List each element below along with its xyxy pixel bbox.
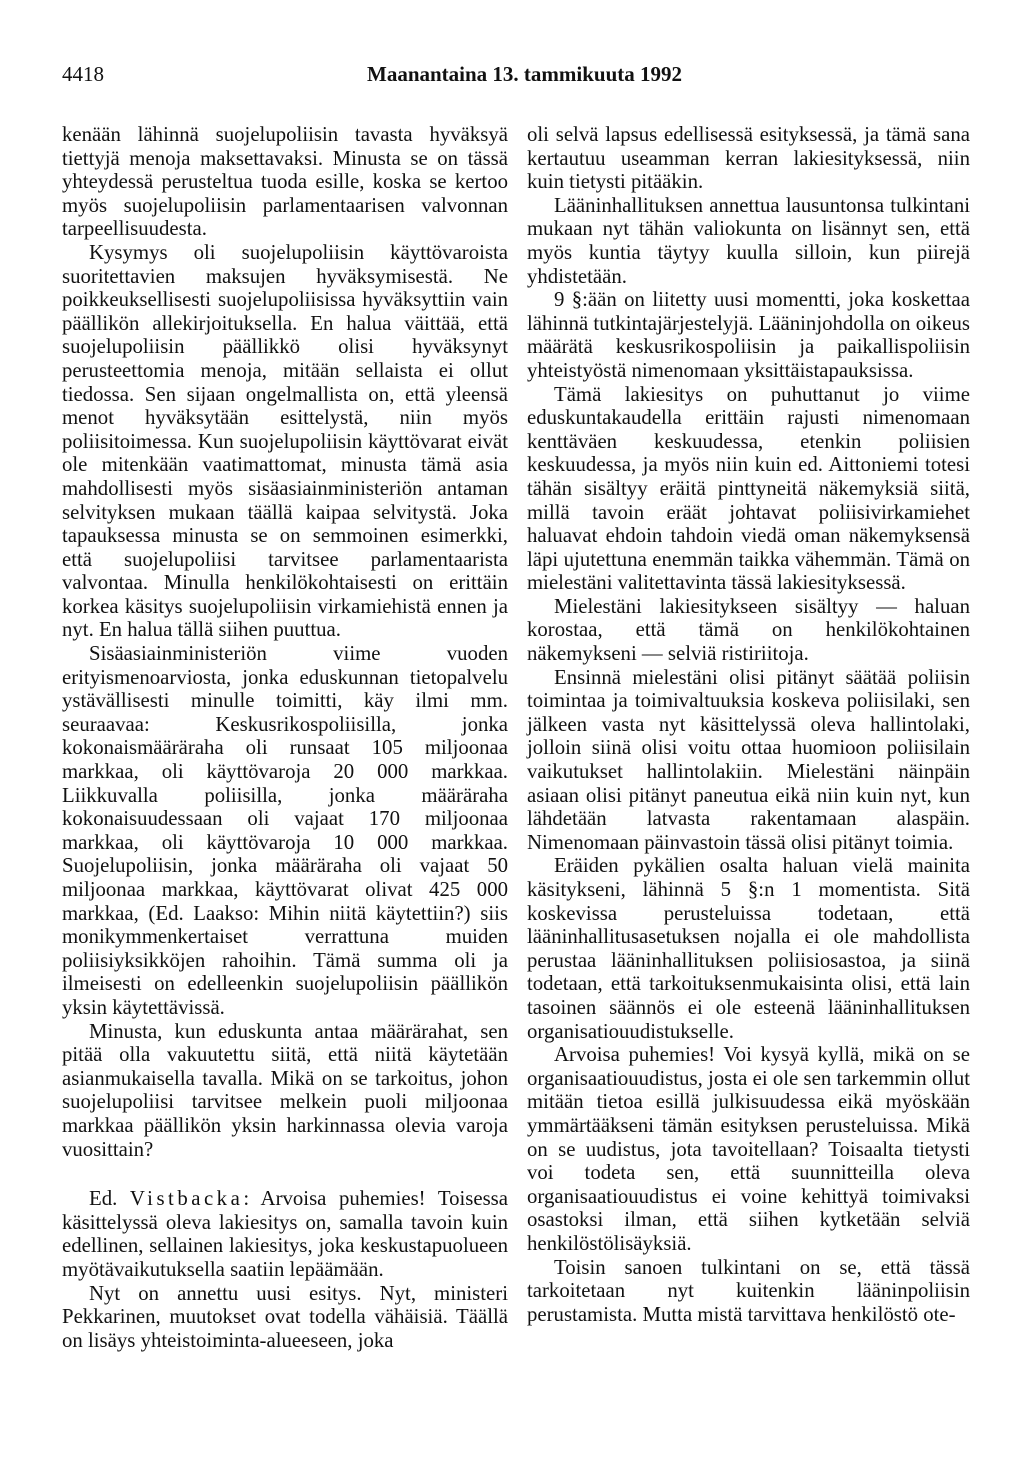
paragraph: Ensinnä mielestäni olisi pitänyt säätää poliisin toimintaa ja toimivaltuuksia koskeva poliisilaki, sen jälkeen vasta nyt käsittelyssä oleva hallintolaki, jolloin siinä olisi voitu ottaa huomioon poliisilain vaikutukset hallintolakiin. Mielestäni näinpäin asiaan olisi pitänyt paneutua eikä niin kuin nyt, kun lähdetään latvasta rakentamaan alaspäin. Nimenomaan päinvastoin tässä olisi pitänyt toimia. (527, 665, 970, 854)
paragraph: Lääninhallituksen annettua lausuntonsa tulkintani mukaan nyt tähän valiokunta on lisännyt sen, että myös kuntia täytyy kuulla silloin, kun piirejä yhdistetään. (527, 193, 970, 288)
paragraph: Kysymys oli suojelupoliisin käyttövaroista suoritettavien maksujen hyväksymisestä. Ne poikkeuksellisesti suojelupoliisissa hyväksyttiin vain päällikön allekirjoituksella. En halua väittää, että suojelupoliisin päällikkö olisi hyväksynyt perusteettomia menoja, mitään sellaista ei ollut tiedossa. Sen sijaan ongelmallista on, että yleensä menot hyväksytään esittelystä, niin myös poliisitoimessa. Kun suojelupoliisin käyttövarat eivät ole mitenkään vaatimattomat, minusta tämä asia mahdollisesti myös sisäasiainministeriön antaman selvityksen mukaan täällä kaipaa selvitystä. Joka tapauksessa minusta se on semmoinen esimerkki, että suojelupoliisi tarvitsee parlamentaarista valvontaa. Minulla henkilökohtaisesti on erittäin korkea käsitys suojelupoliisin virkamiehistä ennen ja nyt. En halua tällä siihen puuttua. (62, 240, 508, 642)
paragraph: Nyt on annettu uusi esitys. Nyt, ministeri Pekkarinen, muutokset ovat todella vähäisiä. Täällä on lisäys yhteistoiminta-alueeseen, joka (62, 1281, 508, 1352)
page-header (62, 62, 967, 92)
paragraph: kenään lähinnä suojelupoliisin tavasta hyväksyä tiettyjä menoja maksettavaksi. Minusta se on tässä yhteydessä perusteltua tuoda esille, koska se kertoo myös suojelupoliisin parlamentaarisen valvonnan tarpeellisuudesta. (62, 123, 508, 241)
speech-text: : Arvoisa puhemies! Toisessa käsittelyssä oleva lakiesitys on, samalla tavoin kuin edellinen, sellainen lakiesitys, joka keskustapuolueen myötävaikutuksella saatiin lepäämään. (62, 1187, 508, 1281)
paragraph: oli selvä lapsus edellisessä esityksessä, ja tämä sana kertautuu useamman kerran lakiesityksessä, niin kuin tietysti pitääkin. (527, 123, 970, 194)
paragraph: Eräiden pykälien osalta haluan vielä mainita käsitykseni, lähinnä 5 §:n 1 momentista. Sitä koskevissa perusteluissa todetaan, että lääninhallitusasetuksen nojalla ei ole mahdollista perustaa lääninhallituksen poliisiosastoa, ja siinä todetaan, että tarkoituksenmukaisinta olisi, että lain tasoinen säännös ei ole esteenä lääninhallituksen organisatiouudistukselle. (527, 854, 970, 1043)
speaker-prefix: Ed. (89, 1187, 118, 1211)
paragraph: Mielestäni lakiesitykseen sisältyy — haluan korostaa, että tämä on henkilökohtainen näkemykseni — selviä ristiriitoja. (527, 594, 970, 666)
left-column (62, 123, 508, 1352)
page-number: 4418 (62, 62, 104, 86)
speaker-name: Vistbacka (129, 1187, 244, 1211)
right-column (527, 123, 970, 1326)
paragraph: Toisin sanoen tulkintani on se, että tässä tarkoitetaan nyt kuitenkin lääninpoliisin perustamista. Mutta mistä tarvittava henkilöstö ote- (527, 1255, 970, 1326)
speech-paragraph (62, 1187, 508, 1281)
paragraph: Minusta, kun eduskunta antaa määrärahat, sen pitää olla vakuutettu siitä, että niitä käytetään asianmukaisella tavalla. Mikä on se tarkoitus, johon suojelupoliisi tarvitsee melkein puoli miljoonaa markkaa päällikön yksin harkinnassa olevia varoja vuosittain? (62, 1019, 508, 1161)
paragraph: Sisäasiainministeriön viime vuoden erityismenoarviosta, jonka eduskunnan tietopalvelu ystävällisesti minulle toimitti, käy ilmi mm. seuraavaa: Keskusrikospoliisilla, jonka kokonaismääräraha oli runsaat 105 miljoonaa markkaa, oli käyttövaroja 20 000 markkaa. Liikkuvalla poliisilla, jonka määräraha kokonaisuudessaan oli vajaat 170 miljoonaa markkaa, oli käyttövaroja 10 000 markkaa. Suojelupoliisin, jonka määräraha oli vajaat 50 miljoonaa markkaa, käyttövarat olivat 425 000 markkaa, (Ed. Laakso: Mihin niitä käytettiin?) siis monikymmenkertaiset verrattuna muiden poliisiyksikköjen rahoihin. Tämä summa oli ja ilmeisesti on edelleenkin suojelupoliisin päällikön yksin käytettävissä. (62, 642, 508, 1019)
paragraph: Tämä lakiesitys on puhuttanut jo viime eduskuntakaudella erittäin rajusti nimenomaan kenttäväen keskuudessa, etenkin poliisien keskuudessa, ja myös niin kuin ed. Aittoniemi totesi tähän sisältyy eräitä pinttyneitä näkemyksiä siitä, millä tavoin eräät johtavat poliisivirkamiehet haluavat ehdoin tahdoin viedä oman näkemyksensä läpi ujutettuna enemmän taikka vähemmän. Tämä on mielestäni valitettavinta tässä lakiesityksessä. (527, 382, 970, 595)
paragraph: 9 §:ään on liitetty uusi momentti, joka koskettaa lähinnä tutkintajärjestelyjä. Lääninjohdolla on oikeus määrätä keskusrikospoliisin ja paikallispoliisin yhteistyöstä nimenomaan yksittäistapauksissa. (527, 288, 970, 382)
paragraph: Arvoisa puhemies! Voi kysyä kyllä, mikä on se organisaatiouudistus, josta ei ole sen tarkemmin ollut mitään tietoa esillä julkisuudessa eikä myöskään ymmärtääkseni tämän esityksen perusteluissa. Mikä on se uudistus, jota tavoitellaan? Toisaalta tietysti voi todeta sen, että suunnitteilla oleva organisaatiouudistus ei voine kehittyä toimivaksi osastoksi ilman, että siihen kytketään selviä henkilöstölisäyksiä. (527, 1043, 970, 1255)
header-title: Maanantaina 13. tammikuuta 1992 (367, 62, 683, 86)
